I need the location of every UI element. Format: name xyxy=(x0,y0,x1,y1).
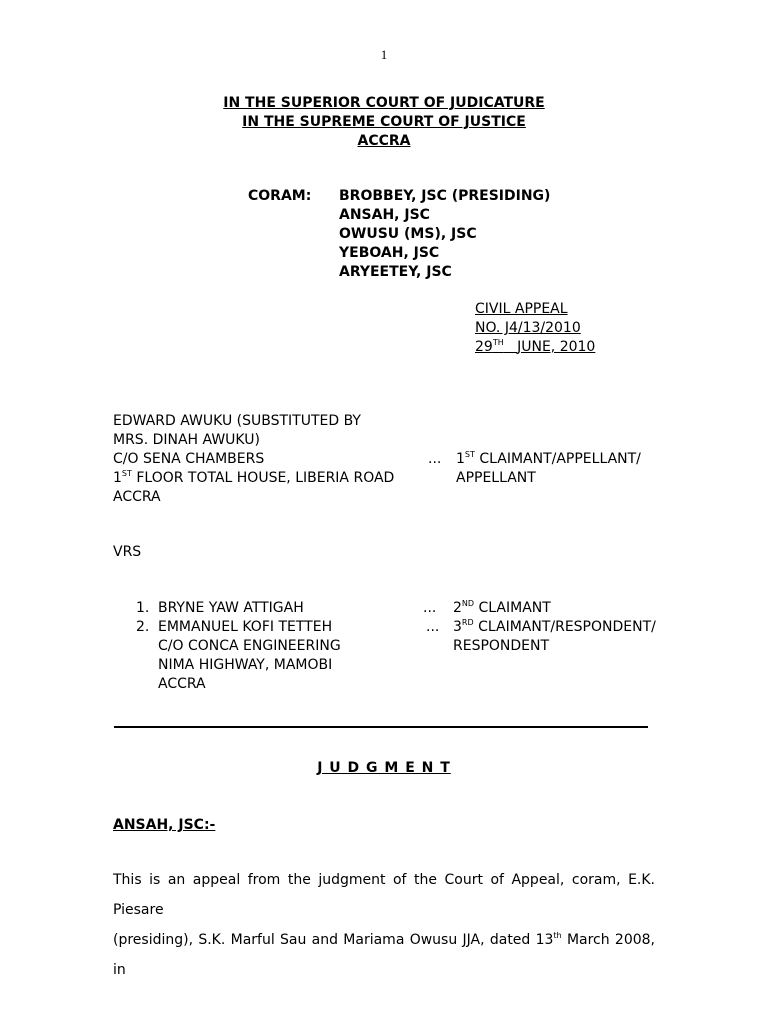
respondent-number: 1. xyxy=(136,600,150,616)
judge-name: BROBBEY, JSC (PRESIDING) xyxy=(339,188,551,204)
appellant-line: EDWARD AWUKU (SUBSTITUTED BY xyxy=(113,413,361,429)
respondent-role: 3RD CLAIMANT/RESPONDENT/ RESPONDENT xyxy=(453,618,656,654)
case-reference xyxy=(475,300,595,357)
appellant-city: ACCRA xyxy=(113,489,161,505)
appellant-line: MRS. DINAH AWUKU) xyxy=(113,432,260,448)
case-type: CIVIL APPEAL xyxy=(475,301,568,317)
respondent-name: EMMANUEL KOFI TETTEH xyxy=(158,619,333,635)
judgment-heading: J U D G M E N T xyxy=(317,760,451,776)
respondent-dots: ... xyxy=(423,600,437,616)
appellant-dots: ... xyxy=(428,451,442,467)
respondent-address: C/O CONCA ENGINEERING xyxy=(158,638,341,654)
judge-name: ARYEETEY, JSC xyxy=(339,264,452,280)
court-title-line3: ACCRA xyxy=(357,133,411,149)
respondent-dots: ... xyxy=(426,619,440,635)
body-line: This is an appeal from the judgment of the Court of Appeal, coram, E.K. Piesare xyxy=(113,872,655,918)
appellant-block xyxy=(113,412,394,507)
respondent-role: 2ND CLAIMANT xyxy=(453,599,551,616)
coram-label: CORAM: xyxy=(248,188,312,204)
respondent-address: ACCRA xyxy=(158,676,206,692)
respondent-address: NIMA HIGHWAY, MAMOBI xyxy=(158,657,333,673)
judge-name: OWUSU (MS), JSC xyxy=(339,226,477,242)
judge-name: ANSAH, JSC xyxy=(339,207,430,223)
case-number: NO. J4/13/2010 xyxy=(475,320,581,336)
case-date: 29TH JUNE, 2010 xyxy=(475,338,596,355)
body-line: (presiding), S.K. Marful Sau and Mariama Owusu JJA, dated 13th March 2008, in xyxy=(113,931,655,978)
judge-name: YEBOAH, JSC xyxy=(339,245,440,261)
court-title-line2: IN THE SUPREME COURT OF JUSTICE xyxy=(242,114,526,130)
judgment-body xyxy=(113,865,655,985)
page-number: 1 xyxy=(380,47,388,62)
respondent-name: BRYNE YAW ATTIGAH xyxy=(158,600,304,616)
appellant-address: 1ST FLOOR TOTAL HOUSE, LIBERIA ROAD xyxy=(113,469,395,486)
divider-line xyxy=(114,726,648,728)
appellant-line: C/O SENA CHAMBERS xyxy=(113,451,265,467)
judgment-author: ANSAH, JSC:- xyxy=(113,817,216,833)
appellant-role: 1ST CLAIMANT/APPELLANT/ APPELLANT xyxy=(456,450,641,486)
versus-label: VRS xyxy=(113,544,142,560)
respondent-number: 2. xyxy=(136,619,150,635)
respondent-block xyxy=(158,618,341,694)
coram-judges xyxy=(339,187,550,282)
court-title-line1: IN THE SUPERIOR COURT OF JUDICATURE xyxy=(223,95,545,111)
